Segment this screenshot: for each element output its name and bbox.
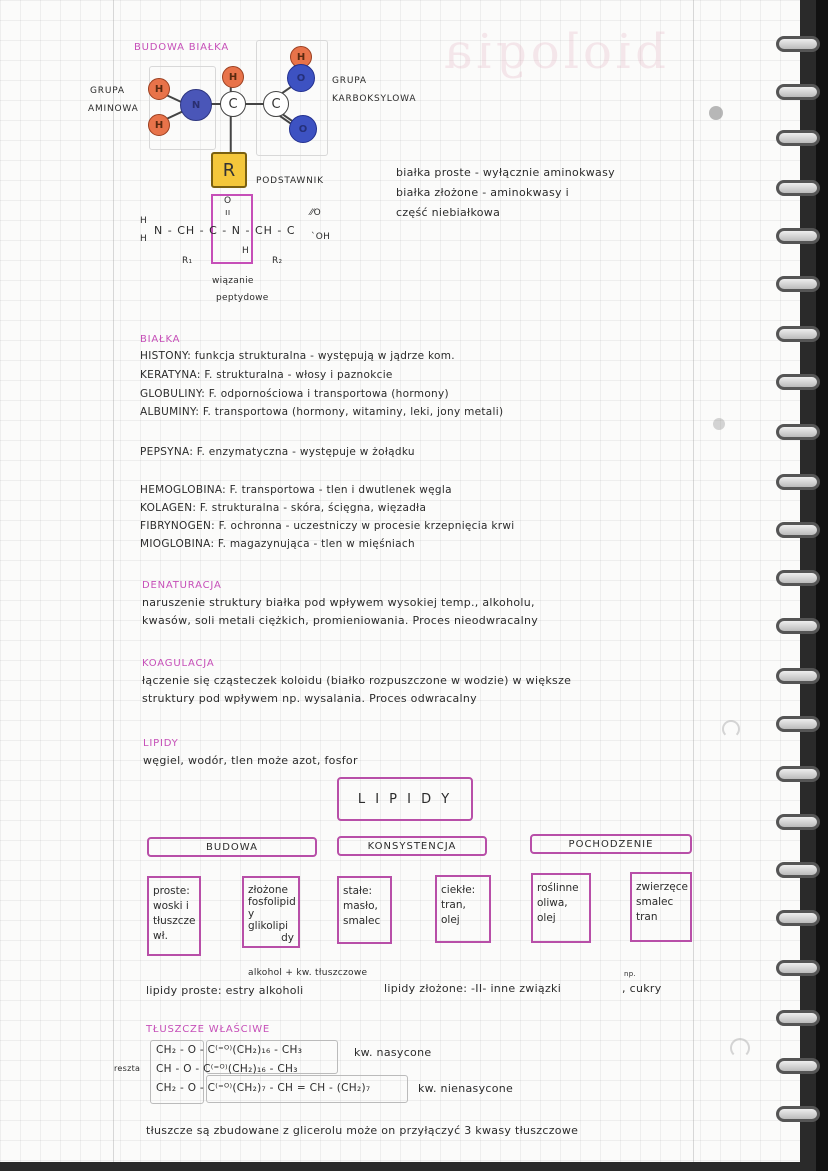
peptide-double-bond: ıı [225, 208, 231, 218]
peptide-end-o: ⁄⁄O [310, 208, 321, 218]
peptide-chain-formula: N - CH - C - N - CH - C [154, 224, 296, 237]
punch-hole [709, 106, 723, 120]
lipids-heading: LIPIDY [143, 738, 179, 749]
punch-hole [722, 720, 740, 738]
substituent-label: PODSTAWNIK [256, 176, 324, 186]
lipid-box-stale [337, 876, 392, 944]
amino-group-label: GRUPA [90, 86, 125, 96]
hydrogen-atom: H [148, 78, 170, 100]
coil [776, 1058, 820, 1074]
np-note: np. [624, 970, 637, 978]
category-pochodzenie: POCHODZENIE [530, 834, 692, 854]
amino-group-label: AMINOWA [88, 104, 139, 114]
annotation-above: alkohol + kw. tłuszczowe [248, 968, 368, 978]
box-line: glikolipi [248, 920, 289, 932]
box-line: fosfolipid [248, 896, 296, 908]
fat-note: kw. nasycone [354, 1046, 432, 1059]
peptide-h-bottom: H [140, 234, 148, 244]
box-line: y [248, 908, 255, 920]
box-line: tran, [441, 899, 466, 911]
coil [776, 228, 820, 244]
coil [776, 36, 820, 52]
coil [776, 960, 820, 976]
fats-footer: tłuszcze są zbudowane z glicerolu może on przyłączyć 3 kwasy tłuszczowe [146, 1124, 579, 1137]
oxygen-atom: O [289, 115, 317, 143]
coagulation-text: struktury pod wpływem np. wysalania. Proces odwracalny [142, 692, 477, 705]
hydrogen-atom: H [290, 46, 312, 68]
binding-spine [816, 0, 828, 1171]
protein-item: FIBRYNOGEN: F. ochronna - uczestniczy w procesie krzepnięcia krwi [140, 520, 515, 532]
complex-lipids-definition: lipidy złożone: -II- inne związki [384, 982, 562, 995]
box-line: złożone [248, 884, 288, 896]
lipids-root-box: L I P I D Y [337, 777, 473, 821]
coil [776, 910, 820, 926]
coil [776, 814, 820, 830]
box-line: stałe: [343, 885, 373, 897]
carbon-atom: C [220, 91, 246, 117]
category-konsystencja: KONSYSTENCJA [337, 836, 487, 856]
coagulation-text: łączenie się cząsteczek koloidu (białko rozpuszczone w wodzie) w większe [142, 674, 572, 687]
protein-item: HEMOGLOBINA: F. transportowa - tlen i dwutlenek węgla [140, 484, 452, 496]
box-line: masło, [343, 900, 378, 912]
box-line: olej [537, 912, 556, 924]
box-line: tran [636, 911, 658, 923]
peptide-r2: R₂ [272, 256, 283, 266]
box-line: dy [281, 932, 294, 944]
coil [776, 570, 820, 586]
coagulation-heading: KOAGULACJA [142, 658, 215, 669]
coil [776, 862, 820, 878]
box-line: ciekłe: [441, 884, 476, 896]
oxygen-atom: O [287, 64, 315, 92]
lipid-box-zlozone [242, 876, 300, 948]
show-through-title: biologia [440, 24, 666, 80]
box-line: roślinne [537, 882, 579, 894]
protein-types-line: część niebiałkowa [396, 206, 501, 219]
peptide-bond-label: wiązanie [212, 276, 254, 286]
protein-item: KERATYNA: F. strukturalna - włosy i paznokcie [140, 369, 393, 381]
denaturation-text: kwasów, soli metali ciężkich, promieniowania. Proces nieodwracalny [142, 614, 539, 627]
proteins-heading: BIAŁKA [140, 334, 181, 345]
coil [776, 668, 820, 684]
protein-item: HISTONY: funkcja strukturalna - występują w jądrze kom. [140, 350, 455, 362]
box-line: zwierzęce [636, 881, 688, 893]
coil [776, 716, 820, 732]
punch-hole [730, 1038, 750, 1058]
fat-formula-row: CH₂ - O - C⁽⁼ᴼ⁾(CH₂)₁₆ - CH₃ [156, 1044, 303, 1056]
lipids-elements: węgiel, wodór, tlen może azot, fosfor [143, 754, 358, 767]
left-margin-line [113, 0, 114, 1162]
protein-item: GLOBULINY: F. odpornościowa i transportowa (hormony) [140, 388, 449, 400]
fat-note: kw. nienasycone [418, 1082, 514, 1095]
simple-lipids-definition: lipidy proste: estry alkoholi [146, 984, 304, 997]
punch-hole [713, 418, 725, 430]
peptide-h-top: H [140, 216, 148, 226]
nitrogen-atom: N [180, 89, 212, 121]
box-line: olej [441, 914, 460, 926]
hydrogen-atom: H [148, 114, 170, 136]
box-line: oliwa, [537, 897, 568, 909]
fat-formula-row: CH - O - C⁽⁼ᴼ⁾(CH₂)₁₆ - CH₃ [156, 1063, 298, 1075]
box-line: smalec [343, 915, 381, 927]
lipid-box-proste [147, 876, 201, 956]
fat-formula-row: CH₂ - O - C⁽⁼ᴼ⁾(CH₂)₇ - CH = CH - (CH₂)₇ [156, 1082, 371, 1094]
box-line: tłuszcze [153, 915, 196, 927]
carbon-atom: C [263, 91, 289, 117]
box-line: woski i [153, 900, 189, 912]
right-margin-line [693, 0, 694, 1162]
lipid-box-zwierzece [630, 872, 692, 942]
protein-item: ALBUMINY: F. transportowa (hormony, witaminy, leki, jony metali) [140, 406, 504, 418]
peptide-o-top: O [224, 196, 232, 206]
protein-item: PEPSYNA: F. enzymatyczna - występuje w żołądku [140, 446, 415, 458]
protein-types-line: białka złożone - aminokwasy i [396, 186, 569, 199]
coil [776, 276, 820, 292]
lipid-box-ciekle [435, 875, 491, 943]
carboxyl-group-label: KARBOKSYLOWA [332, 94, 417, 104]
hydrogen-atom: H [222, 66, 244, 88]
box-line: smalec [636, 896, 674, 908]
protein-types-line: białka proste - wyłącznie aminokwasy [396, 166, 615, 179]
carboxyl-group-label: GRUPA [332, 76, 367, 86]
protein-structure-title: BUDOWA BIAŁKA [134, 42, 230, 53]
coil [776, 424, 820, 440]
denaturation-heading: DENATURACJA [142, 580, 222, 591]
coil [776, 180, 820, 196]
coil [776, 522, 820, 538]
lipid-box-roslinne [531, 873, 591, 943]
complex-lipids-end: , cukry [622, 982, 662, 995]
box-line: proste: [153, 885, 190, 897]
fats-heading: TŁUSZCZE WŁAŚCIWE [146, 1024, 271, 1035]
coil [776, 1106, 820, 1122]
box-line: wł. [153, 930, 168, 942]
coil [776, 326, 820, 342]
coil [776, 1010, 820, 1026]
coil [776, 374, 820, 390]
peptide-bond-label: peptydowe [216, 293, 269, 303]
coil [776, 766, 820, 782]
peptide-r1: R₁ [182, 256, 193, 266]
peptide-end-oh: ˋOH [311, 232, 331, 242]
coil [776, 130, 820, 146]
coil [776, 618, 820, 634]
coil [776, 84, 820, 100]
bond-line [230, 115, 232, 155]
protein-item: KOLAGEN: F. strukturalna - skóra, ścięgna, więzadła [140, 502, 427, 514]
category-budowa: BUDOWA [147, 837, 317, 857]
r-group-box: R [211, 152, 247, 188]
coil [776, 474, 820, 490]
denaturation-text: naruszenie struktury białka pod wpływem wysokiej temp., alkoholu, [142, 596, 535, 609]
protein-item: MIOGLOBINA: F. magazynująca - tlen w mięśniach [140, 538, 415, 550]
spiral-binding [768, 0, 828, 1171]
reszta-label: reszta [114, 1064, 141, 1073]
peptide-n-h: H [242, 246, 250, 256]
